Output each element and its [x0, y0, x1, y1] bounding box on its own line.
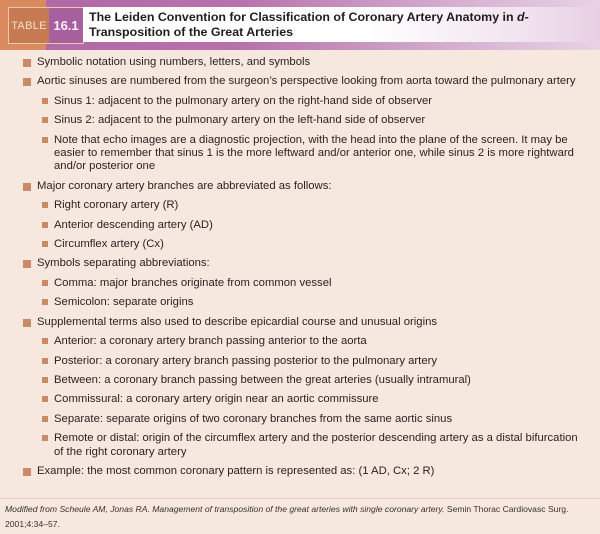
square-bullet-icon: [42, 358, 48, 364]
sub-list-item: [0, 114, 600, 127]
square-bullet-icon: [42, 280, 48, 286]
sub-list-item: [0, 134, 600, 174]
square-bullet-icon: [42, 98, 48, 104]
square-bullet-icon: [42, 241, 48, 247]
list-item-text: Aortic sinuses are numbered from the surgeon’s perspective looking from aorta toward the pulmonary artery: [37, 75, 576, 88]
list-item-text: Circumflex artery (Cx): [54, 238, 164, 251]
sub-list-item: [0, 432, 600, 459]
square-bullet-icon: [42, 299, 48, 305]
square-bullet-icon: [42, 222, 48, 228]
list-item-text: Separate: separate origins of two coronary branches from the same aortic sinus: [54, 412, 453, 425]
list-item-text: Sinus 2: adjacent to the pulmonary artery on the left-hand side of observer: [54, 114, 426, 127]
list-item-text: Between: a coronary branch passing between the great arteries (usually intramural): [54, 373, 471, 386]
square-bullet-icon: [23, 260, 31, 268]
list-item-text: Supplemental terms also used to describe epicardial course and unusual origins: [37, 315, 438, 328]
list-item-text: Symbolic notation using numbers, letters, and symbols: [37, 56, 311, 68]
footnote-citation-italic: Modified from Scheule AM, Jonas RA. Management of transposition of the great arteries with single coronary artery.: [5, 504, 445, 514]
sub-list-item: [0, 393, 600, 406]
square-bullet-icon: [42, 396, 48, 402]
sub-list-item: [0, 219, 600, 232]
list-item-text: Anterior descending artery (AD): [54, 218, 213, 231]
sub-list-item: [0, 199, 600, 212]
list-item-text: Commissural: a coronary artery origin near an aortic commissure: [54, 393, 379, 406]
square-bullet-icon: [42, 137, 48, 143]
list-item-text: Anterior: a coronary artery branch passing anterior to the aorta: [54, 335, 367, 348]
footnote-divider: [0, 498, 600, 499]
sub-list-item: [0, 355, 600, 368]
list-item-text: Symbols separating abbreviations:: [37, 257, 210, 270]
sub-list-item: [0, 95, 600, 108]
title-part-2: -Transposition of the Great Arteries: [89, 10, 529, 39]
table-header: [0, 0, 600, 50]
list-item-text: Note that echo images are a diagnostic projection, with the head into the plane of the screen. It may be easier to remember that sinus 1 is the more leftward and/or anterior one, while sinus 2 is more rightward and/or posterior one: [54, 133, 574, 173]
table-tag-number: 16.1: [49, 8, 83, 43]
square-bullet-icon: [23, 468, 31, 476]
sub-list-item: [0, 238, 600, 251]
table-title-box: [83, 7, 600, 42]
list-item-text: Comma: major branches originate from common vessel: [54, 276, 332, 289]
square-bullet-icon: [42, 202, 48, 208]
square-bullet-icon: [42, 338, 48, 344]
square-bullet-icon: [23, 59, 31, 67]
square-bullet-icon: [42, 377, 48, 383]
sub-list-item: [0, 374, 600, 387]
list-item: [0, 56, 600, 69]
list-item: [0, 465, 600, 478]
list-item-text: Right coronary artery (R): [54, 199, 179, 212]
title-italic: d: [517, 10, 525, 24]
title-part-1: The Leiden Convention for Classification of Coronary Artery Anatomy in: [89, 10, 517, 24]
table-tag: [8, 7, 84, 44]
square-bullet-icon: [42, 435, 48, 441]
list-item-text: Remote or distal: origin of the circumflex artery and the posterior descending artery as a distal bifurcation of the right coronary artery: [54, 432, 578, 458]
sub-list-item: [0, 413, 600, 426]
table-body: [0, 56, 600, 484]
list-item: [0, 257, 600, 270]
list-item: [0, 180, 600, 193]
table-tag-label: TABLE: [9, 8, 49, 43]
list-item-text: Sinus 1: adjacent to the pulmonary artery on the right-hand side of observer: [54, 94, 433, 107]
sub-list-item: [0, 335, 600, 348]
list-item-text: Posterior: a coronary artery branch passing posterior to the pulmonary artery: [54, 354, 438, 367]
footnote-citation-plain: Semin Thorac Cardiovasc Surg. 2001;4:34–57.: [5, 504, 569, 529]
list-item: [0, 316, 600, 329]
footnote: [5, 502, 595, 532]
square-bullet-icon: [23, 319, 31, 327]
list-item: [0, 75, 600, 88]
sub-list-item: [0, 277, 600, 290]
square-bullet-icon: [23, 183, 31, 191]
square-bullet-icon: [42, 117, 48, 123]
square-bullet-icon: [23, 78, 31, 86]
sub-list-item: [0, 296, 600, 309]
square-bullet-icon: [42, 416, 48, 422]
list-item-text: Major coronary artery branches are abbreviated as follows:: [37, 179, 332, 192]
list-item-text: Semicolon: separate origins: [54, 296, 194, 309]
list-item-text: Example: the most common coronary pattern is represented as: (1 AD, Cx; 2 R): [37, 464, 435, 477]
table-title: [89, 10, 569, 39]
